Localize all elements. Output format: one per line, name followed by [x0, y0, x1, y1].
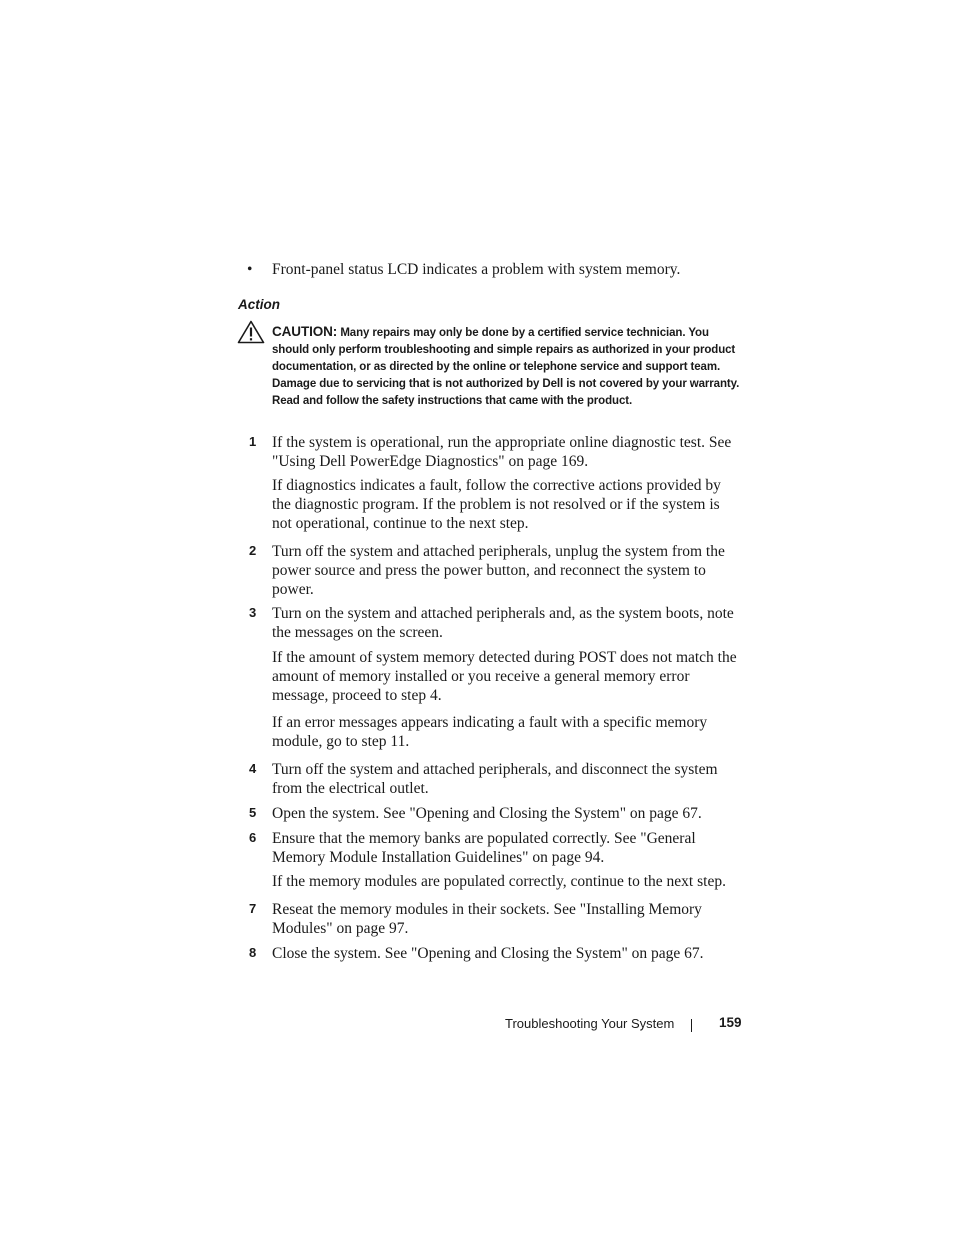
- caution-notice: [272, 323, 740, 410]
- caution-text: Many repairs may only be done by a certified service technician. You should only perform troubleshooting and simple repairs as authorized in your product documentation, or as directed by the online or telephone service and support team. Damage due to servicing that is not authorized by Dell is not covered by your warranty. Read and follow the safety instructions that came with the product.: [272, 327, 740, 407]
- warning-triangle-icon: [237, 320, 265, 344]
- step-subtext: If an error messages appears indicating a fault with a specific memory module, go to step 11.: [272, 714, 708, 750]
- step-number: 2: [249, 543, 257, 558]
- action-heading: Action: [238, 297, 280, 312]
- step-text: Close the system. See "Opening and Closing the System" on page 67.: [272, 945, 704, 962]
- step-number: 8: [249, 945, 257, 960]
- step-text: Turn off the system and attached peripherals, unplug the system from the power source and press the power button, and reconnect the system to power.: [272, 543, 725, 598]
- step-text: If the system is operational, run the appropriate online diagnostic test. See "Using Dell PowerEdge Diagnostics" on page 169.: [272, 434, 732, 470]
- caution-label: CAUTION:: [272, 324, 338, 339]
- step-number: 1: [249, 434, 257, 449]
- bullet-text: Front-panel status LCD indicates a problem with system memory.: [272, 261, 681, 278]
- footer-section-title: Troubleshooting Your System: [505, 1016, 675, 1031]
- step-text: Ensure that the memory banks are populated correctly. See "General Memory Module Installation Guidelines" on page 94.: [272, 830, 696, 866]
- step-number: 4: [249, 761, 257, 776]
- step-text: Turn on the system and attached peripherals and, as the system boots, note the messages on the screen.: [272, 605, 734, 641]
- step-subtext: If the amount of system memory detected during POST does not match the amount of memory installed or you receive a general memory error message, proceed to step 4.: [272, 649, 737, 704]
- step-number: 6: [249, 830, 257, 845]
- step-subtext: If diagnostics indicates a fault, follow the corrective actions provided by the diagnostic program. If the problem is not resolved or if the system is not operational, continue to the next step.: [272, 477, 721, 532]
- step-number: 5: [249, 805, 257, 820]
- step-text: Turn off the system and attached peripherals, and disconnect the system from the electrical outlet.: [272, 761, 718, 797]
- step-number: 7: [249, 901, 257, 916]
- step-subtext: If the memory modules are populated correctly, continue to the next step.: [272, 873, 726, 890]
- step-number: 3: [249, 605, 257, 620]
- step-text: Reseat the memory modules in their sockets. See "Installing Memory Modules" on page 97.: [272, 901, 702, 937]
- step-text: Open the system. See "Opening and Closing the System" on page 67.: [272, 805, 702, 822]
- bullet-marker: •: [247, 261, 253, 278]
- footer-divider: [691, 1019, 692, 1032]
- page-number: 159: [719, 1015, 742, 1030]
